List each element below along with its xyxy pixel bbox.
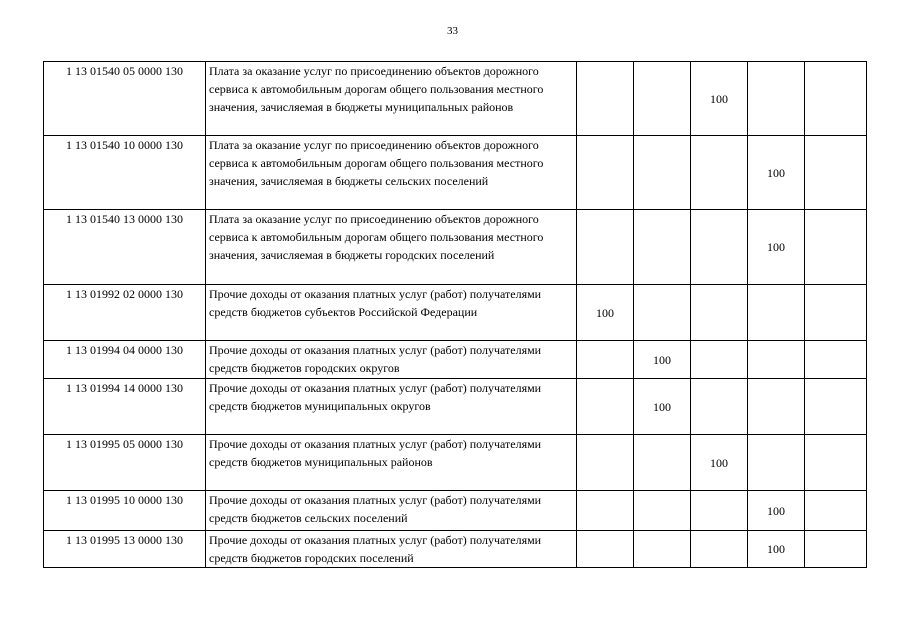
value-cell-municipal-district <box>691 531 748 568</box>
value-cell-subject: 100 <box>577 285 634 341</box>
revenue-code-cell: 1 13 01994 04 0000 130 <box>44 341 206 379</box>
revenue-name-cell: Плата за оказание услуг по присоединению объектов дорожного сервиса к автомобильным дорогам общего пользования местного значения, зачисляемая в бюджеты муниципальных районов <box>206 62 577 136</box>
table-row <box>44 210 867 285</box>
revenue-name-cell: Плата за оказание услуг по присоединению объектов дорожного сервиса к автомобильным дорогам общего пользования местного значения, зачисляемая в бюджеты городских поселений <box>206 210 577 285</box>
value-cell-city-district <box>634 531 691 568</box>
value-cell-extra <box>805 210 867 285</box>
value-cell-municipal-district <box>691 379 748 435</box>
value-cell-municipal-district: 100 <box>691 62 748 136</box>
revenue-name-cell: Прочие доходы от оказания платных услуг (работ) получателями средств бюджетов сельских поселений <box>206 491 577 531</box>
value-cell-extra <box>805 379 867 435</box>
value-cell-extra <box>805 491 867 531</box>
revenue-code-cell: 1 13 01540 10 0000 130 <box>44 136 206 210</box>
value-cell-subject <box>577 341 634 379</box>
value-cell-city-district <box>634 62 691 136</box>
revenue-name-cell: Прочие доходы от оказания платных услуг (работ) получателями средств бюджетов городских поселений <box>206 531 577 568</box>
value-cell-city-district: 100 <box>634 379 691 435</box>
value-cell-settlement: 100 <box>748 531 805 568</box>
value-cell-subject <box>577 136 634 210</box>
table-row <box>44 136 867 210</box>
value-cell-extra <box>805 62 867 136</box>
value-cell-settlement: 100 <box>748 210 805 285</box>
budget-revenue-table <box>43 61 867 568</box>
value-cell-subject <box>577 62 634 136</box>
value-cell-subject <box>577 210 634 285</box>
value-cell-settlement <box>748 285 805 341</box>
value-cell-extra <box>805 341 867 379</box>
table-row <box>44 379 867 435</box>
value-cell-municipal-district <box>691 491 748 531</box>
table-row <box>44 531 867 568</box>
value-cell-settlement <box>748 341 805 379</box>
value-cell-municipal-district: 100 <box>691 435 748 491</box>
revenue-name-cell: Прочие доходы от оказания платных услуг (работ) получателями средств бюджетов субъектов Российской Федерации <box>206 285 577 341</box>
value-cell-extra <box>805 435 867 491</box>
value-cell-municipal-district <box>691 341 748 379</box>
revenue-code-cell: 1 13 01995 13 0000 130 <box>44 531 206 568</box>
value-cell-subject <box>577 435 634 491</box>
value-cell-extra <box>805 136 867 210</box>
table-row <box>44 435 867 491</box>
value-cell-subject <box>577 491 634 531</box>
revenue-code-cell: 1 13 01995 05 0000 130 <box>44 435 206 491</box>
revenue-name-cell: Прочие доходы от оказания платных услуг (работ) получателями средств бюджетов городских округов <box>206 341 577 379</box>
revenue-code-cell: 1 13 01992 02 0000 130 <box>44 285 206 341</box>
revenue-code-cell: 1 13 01540 13 0000 130 <box>44 210 206 285</box>
value-cell-city-district <box>634 210 691 285</box>
table-row <box>44 491 867 531</box>
revenue-name-cell: Прочие доходы от оказания платных услуг (работ) получателями средств бюджетов муниципальных районов <box>206 435 577 491</box>
value-cell-settlement <box>748 435 805 491</box>
value-cell-municipal-district <box>691 210 748 285</box>
value-cell-extra <box>805 531 867 568</box>
value-cell-settlement <box>748 379 805 435</box>
value-cell-settlement: 100 <box>748 136 805 210</box>
value-cell-city-district <box>634 285 691 341</box>
value-cell-municipal-district <box>691 285 748 341</box>
revenue-code-cell: 1 13 01540 05 0000 130 <box>44 62 206 136</box>
page-number: 33 <box>447 25 458 37</box>
table-row <box>44 285 867 341</box>
value-cell-settlement: 100 <box>748 491 805 531</box>
revenue-name-cell: Плата за оказание услуг по присоединению объектов дорожного сервиса к автомобильным дорогам общего пользования местного значения, зачисляемая в бюджеты сельских поселений <box>206 136 577 210</box>
value-cell-city-district <box>634 491 691 531</box>
table-row <box>44 62 867 136</box>
value-cell-municipal-district <box>691 136 748 210</box>
revenue-name-cell: Прочие доходы от оказания платных услуг (работ) получателями средств бюджетов муниципальных округов <box>206 379 577 435</box>
value-cell-subject <box>577 379 634 435</box>
revenue-code-cell: 1 13 01994 14 0000 130 <box>44 379 206 435</box>
value-cell-settlement <box>748 62 805 136</box>
value-cell-extra <box>805 285 867 341</box>
revenue-code-cell: 1 13 01995 10 0000 130 <box>44 491 206 531</box>
value-cell-city-district <box>634 136 691 210</box>
value-cell-city-district <box>634 435 691 491</box>
value-cell-subject <box>577 531 634 568</box>
table-row <box>44 341 867 379</box>
value-cell-city-district: 100 <box>634 341 691 379</box>
